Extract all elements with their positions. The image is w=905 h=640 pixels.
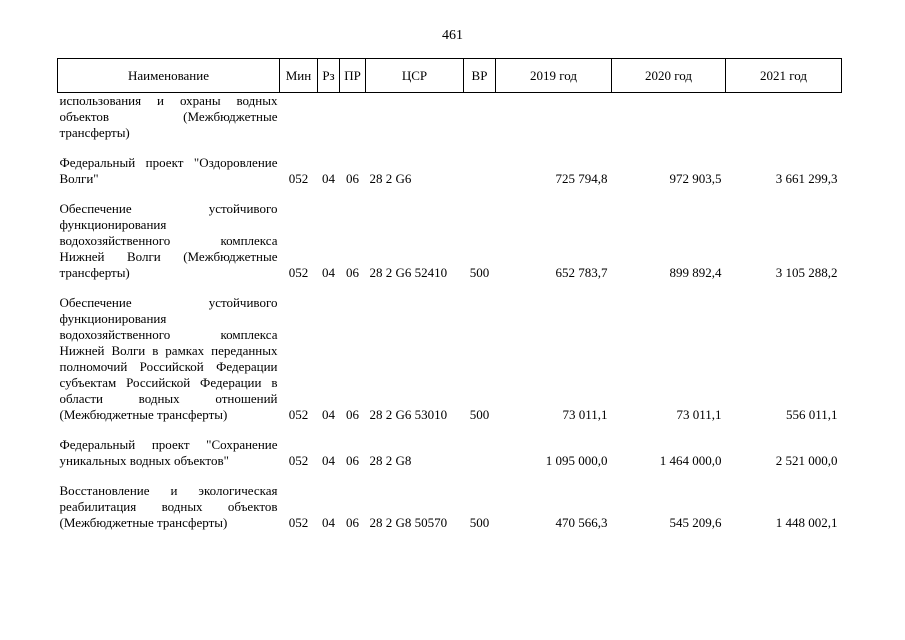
row-vr: 500 bbox=[469, 265, 490, 280]
table-header bbox=[58, 59, 842, 93]
row-pr: 06 bbox=[346, 453, 359, 468]
row-rz: 04 bbox=[322, 171, 335, 186]
row-csr: 28 2 G6 53010 bbox=[369, 407, 448, 422]
header-pr: ПР bbox=[340, 59, 366, 93]
row-2020: 73 011,1 bbox=[676, 407, 722, 422]
row-pr: 06 bbox=[346, 515, 359, 530]
row-name: Федеральный проект "Оздоровление Волги" bbox=[59, 155, 278, 186]
row-2021: 2 521 000,0 bbox=[775, 453, 838, 468]
row-rz: 04 bbox=[322, 515, 335, 530]
row-pr: 06 bbox=[346, 407, 359, 422]
table-row bbox=[58, 155, 842, 187]
header-2021: 2021 год bbox=[726, 59, 842, 93]
row-name: Обеспечение устойчивого функционирования водохозяйственного комплекса Нижней Волги в рамках переданных полномочий Российской Федерации субъектам Российской Федерации в области водных отношений (Межбюджетные трансферты) bbox=[59, 295, 278, 422]
row-rz: 04 bbox=[322, 453, 335, 468]
row-2020: 1 464 000,0 bbox=[659, 453, 722, 468]
table-row bbox=[58, 201, 842, 281]
row-min bbox=[280, 93, 318, 142]
row-csr bbox=[366, 93, 464, 142]
table-row bbox=[58, 93, 842, 142]
page-number: 461 bbox=[442, 28, 463, 43]
row-2021: 3 661 299,3 bbox=[775, 171, 838, 186]
row-name: Восстановление и экологическая реабилитация водных объектов (Межбюджетные трансферты) bbox=[59, 483, 278, 530]
row-2019: 1 095 000,0 bbox=[545, 453, 608, 468]
row-csr: 28 2 G6 52410 bbox=[369, 265, 448, 280]
row-2021: 1 448 002,1 bbox=[775, 515, 838, 530]
row-2021: 3 105 288,2 bbox=[775, 265, 838, 280]
row-min: 052 bbox=[288, 453, 309, 468]
header-name: Наименование bbox=[58, 59, 280, 93]
row-rz: 04 bbox=[322, 265, 335, 280]
row-2020: 545 209,6 bbox=[669, 515, 722, 530]
row-min: 052 bbox=[288, 171, 309, 186]
row-pr: 06 bbox=[346, 265, 359, 280]
row-2021: 556 011,1 bbox=[785, 407, 838, 422]
header-csr: ЦСР bbox=[366, 59, 464, 93]
row-2020: 899 892,4 bbox=[669, 265, 722, 280]
row-vr: 500 bbox=[469, 515, 490, 530]
row-name: использования и охраны водных объектов (Межбюджетные трансферты) bbox=[59, 93, 278, 140]
table-row bbox=[58, 437, 842, 469]
row-2020: 972 903,5 bbox=[669, 171, 722, 186]
row-min: 052 bbox=[288, 407, 309, 422]
header-vr: ВР bbox=[464, 59, 496, 93]
row-2019: 73 011,1 bbox=[562, 407, 608, 422]
row-name: Федеральный проект "Сохранение уникальных водных объектов" bbox=[59, 437, 278, 468]
row-vr bbox=[464, 437, 496, 469]
row-2019: 470 566,3 bbox=[555, 515, 608, 530]
table-row bbox=[58, 295, 842, 423]
header-rz: Рз bbox=[318, 59, 340, 93]
row-2019: 725 794,8 bbox=[555, 171, 608, 186]
header-min: Мин bbox=[280, 59, 318, 93]
row-name: Обеспечение устойчивого функционирования водохозяйственного комплекса Нижней Волги (Межбюджетные трансферты) bbox=[59, 201, 278, 280]
row-min: 052 bbox=[288, 515, 309, 530]
row-csr: 28 2 G6 bbox=[369, 171, 412, 186]
row-2021 bbox=[726, 93, 842, 142]
row-csr: 28 2 G8 50570 bbox=[369, 515, 448, 530]
row-vr bbox=[464, 93, 496, 142]
row-rz: 04 bbox=[322, 407, 335, 422]
row-2019: 652 783,7 bbox=[555, 265, 608, 280]
row-vr bbox=[464, 155, 496, 187]
budget-table bbox=[57, 58, 842, 531]
row-2020 bbox=[612, 93, 726, 142]
row-rz bbox=[318, 93, 340, 142]
row-pr bbox=[340, 93, 366, 142]
row-min: 052 bbox=[288, 265, 309, 280]
table-row bbox=[58, 483, 842, 531]
header-2020: 2020 год bbox=[612, 59, 726, 93]
row-pr: 06 bbox=[346, 171, 359, 186]
row-2019 bbox=[496, 93, 612, 142]
header-2019: 2019 год bbox=[496, 59, 612, 93]
row-csr: 28 2 G8 bbox=[369, 453, 412, 468]
row-vr: 500 bbox=[469, 407, 490, 422]
